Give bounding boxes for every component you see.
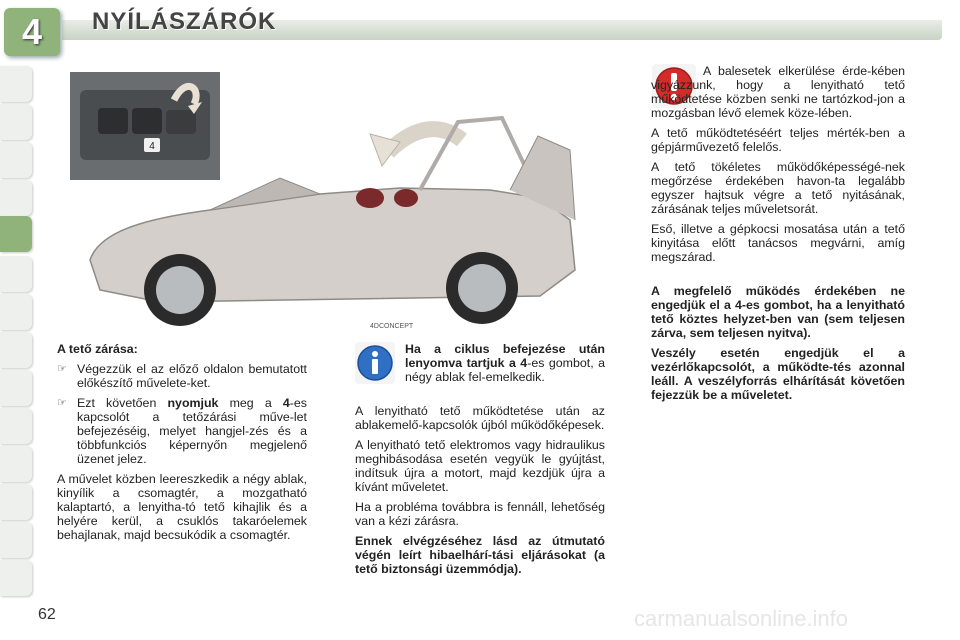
warning-paragraph: A tető működtetéséért teljes mérték-ben a gépjárművezető felelős. bbox=[651, 126, 905, 154]
bullet-text-pre: Ezt követően bbox=[77, 396, 168, 410]
side-tab bbox=[0, 522, 32, 558]
bullet-text-mid: meg a bbox=[218, 396, 283, 410]
body-paragraph-bold: Ennek elvégzéséhez lásd az útmutató végén leírt hibaelhárí-tási eljárásokat (a tető biztonsági üzemmódja). bbox=[355, 534, 605, 576]
side-tab bbox=[0, 408, 32, 444]
warning-paragraph: Eső, illetve a gépkocsi mosatása után a tető kinyitása előtt tanácsos megvárni, amíg megszárad. bbox=[651, 222, 905, 264]
switch-label-4: 4 bbox=[149, 141, 155, 152]
chapter-number: 4 bbox=[21, 11, 43, 52]
side-tab bbox=[0, 484, 32, 520]
column-troubleshoot bbox=[355, 404, 605, 582]
bullet-text: Végezzük el az előző oldalon bemutatott előkészítő művelete-ket. bbox=[77, 362, 307, 390]
page-title: NYÍLÁSZÁRÓK bbox=[92, 8, 277, 35]
hand-pointer-icon: ☞ bbox=[57, 363, 67, 375]
chapter-badge bbox=[4, 8, 60, 56]
column-closing-roof bbox=[57, 342, 307, 548]
warning-paragraph: A balesetek elkerülése érde-kében vigyázzunk, hogy a lenyitható tető működtetése közben senki ne tartózkod-jon a mozgásban lévő elemek köze-lében. bbox=[651, 64, 905, 120]
side-tab bbox=[0, 370, 32, 406]
side-tab bbox=[0, 142, 32, 178]
list-item bbox=[57, 396, 307, 466]
info-icon bbox=[355, 342, 395, 389]
hand-pointer-icon: ☞ bbox=[57, 397, 67, 409]
body-paragraph: A lenyitható tető elektromos vagy hidraulikus meghibásodása esetén vegyük le gyújtást, indítsuk újra a motort, majd kezdjük újra a kívánt műveletet. bbox=[355, 438, 605, 494]
page-number: 62 bbox=[38, 606, 56, 623]
info-note bbox=[405, 342, 605, 390]
side-tab-strip bbox=[0, 0, 34, 640]
info-note-text: -es gombot, a négy ablak fel-emelkedik. bbox=[405, 356, 606, 384]
side-tab bbox=[0, 180, 32, 216]
convertible-car-illustration bbox=[70, 70, 600, 332]
body-paragraph: A lenyitható tető működtetése után az ablakemelő-kapcsolók újból működőképesek. bbox=[355, 404, 605, 432]
side-tab bbox=[0, 104, 32, 140]
body-paragraph: A művelet közben leereszkedik a négy ablak, kinyílik a csomagtér, a mozgatható kalaptartó, a lenyitha-tó tető kihajlik és a helyére kerül, a csuklós takaróelemek behajlanak, majd becsukódik a csomagtér. bbox=[57, 472, 307, 542]
side-tab bbox=[0, 560, 32, 596]
list-item bbox=[57, 362, 307, 390]
warning-paragraph-bold: Veszély esetén engedjük el a vezérlőkapcsolót, a működte-tés azonnal leáll. A veszélyforrás elhárítását követően fejezzük be a műveletet. bbox=[651, 346, 905, 402]
side-tab bbox=[0, 66, 32, 102]
side-tab bbox=[0, 446, 32, 482]
body-paragraph: Ha a probléma továbbra is fennáll, lehetőség van a kézi zárásra. bbox=[355, 500, 605, 528]
side-tab-active bbox=[0, 216, 32, 252]
warning-paragraph: A tető tökéletes működőképességé-nek megőrzése érdekében havon-ta legalább egyszer hajtsuk végre a tető nyitásának, zárásának teljes műveletsorát. bbox=[651, 160, 905, 216]
side-tab bbox=[0, 332, 32, 368]
warning-paragraph-bold: A megfelelő működés érdekében ne engedjük el a 4-es gombot, ha a lenyitható tető köztes helyzet-ben van (sem teljesen zárva, sem teljesen nyitva). bbox=[651, 284, 905, 340]
bullet-text-bold-number: 4 bbox=[282, 396, 290, 410]
switch-panel-inset bbox=[70, 72, 220, 180]
side-tab bbox=[0, 294, 32, 330]
column-warnings bbox=[651, 64, 905, 408]
side-tab bbox=[0, 256, 32, 292]
section-heading: A tető zárása: bbox=[57, 342, 138, 356]
image-credit: 4DCONCEPT bbox=[370, 323, 414, 330]
bullet-text-post: -es kapcsolót a tetőzárási műve-let befejezéséig, melyet hangjel-zés és a többfunkciós képernyőn megjelenő üzenet jelez. bbox=[77, 396, 307, 466]
info-note-bold: Ha a ciklus befejezése után lenyomva tartjuk a 4 bbox=[405, 342, 605, 370]
watermark: carmanualsonline.info bbox=[634, 606, 849, 631]
bullet-text-bold: nyomjuk bbox=[167, 396, 219, 410]
